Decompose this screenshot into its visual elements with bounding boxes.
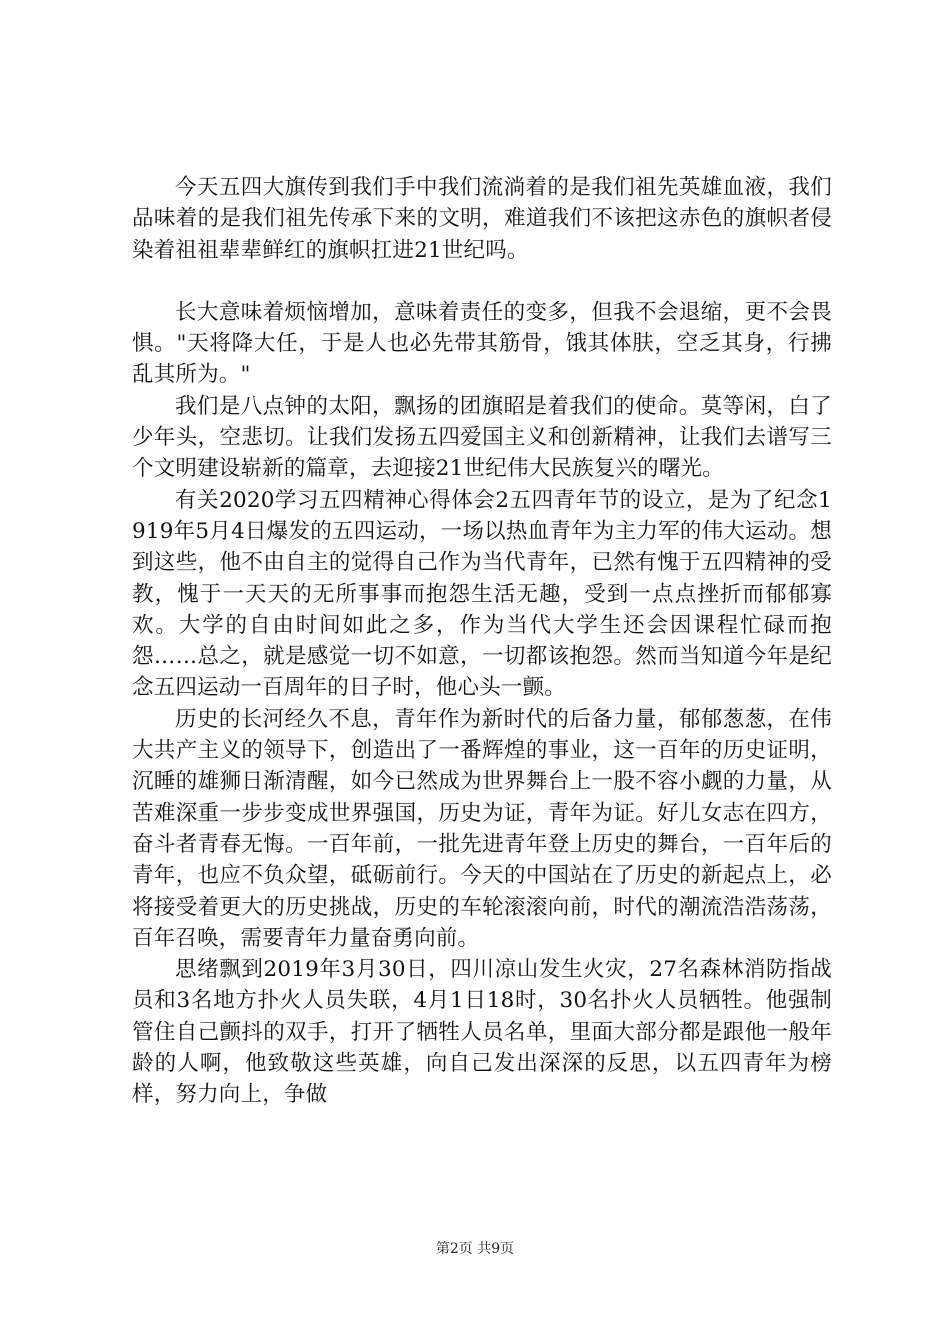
paragraph-2: 长大意味着烦恼增加，意味着责任的变多，但我不会退缩，更不会畏惧。"天将降大任，于是人也必先带其筋骨，饿其体肤，空乏其身，行拂乱其所为。" [132,299,832,388]
document-body [132,172,832,1111]
paragraph-5: 历史的长河经久不息，青年作为新时代的后备力量，郁郁葱葱，在伟大共产主义的领导下，创造出了一番辉煌的事业，这一百年的历史证明，沉睡的雄狮日渐清醒，如今已然成为世界舞台上一股不容小觑的力量，从苦难深重一步步变成世界强国，历史为证，青年为证。好儿女志在四方，奋斗者青春无悔。一百年前，一批先进青年登上历史的舞台，一百年后的青年，也应不负众望，砥砺前行。今天的中国站在了历史的新起点上，必将接受着更大的历史挑战，历史的车轮滚滚向前，时代的潮流浩浩荡荡，百年召唤，需要青年力量奋勇向前。 [132,706,832,951]
page-number-footer: 第2页 共9页 [435,1241,515,1257]
paragraph-6: 思绪飘到2019年3月30日，四川凉山发生火灾，27名森林消防指战员和3名地方扑火人员失联，4月1日18时，30名扑火人员牺牲。他强制管住自己颤抖的双手，打开了牺牲人员名单，里面大部分都是跟他一般年龄的人啊，他致敬这些英雄，向自己发出深深的反思，以五四青年为榜样，努力向上，争做 [132,957,832,1108]
paragraph-4: 有关2020学习五四精神心得体会2五四青年节的设立，是为了纪念1919年5月4日爆发的五四运动，一场以热血青年为主力军的伟大运动。想到这些，他不由自主的觉得自己作为当代青年，已然有愧于五四精神的受教，愧于一天天的无所事事而抱怨生活无趣，受到一点点挫折而郁郁寡欢。大学的自由时间如此之多，作为当代大学生还会因课程忙碌而抱怨……总之，就是感觉一切不如意，一切都该抱怨。然而当知道今年是纪念五四运动一百周年的日子时，他心头一颤。 [132,487,832,701]
paragraph-1: 今天五四大旗传到我们手中我们流淌着的是我们祖先英雄血液，我们品味着的是我们祖先传承下来的文明，难道我们不该把这赤色的旗帜者侵染着祖祖辈辈鲜红的旗帜扛进21世纪吗。 [132,175,832,263]
paragraph-3: 我们是八点钟的太阳，飘扬的团旗昭是着我们的使命。莫等闲，白了少年头，空悲切。让我们发扬五四爱国主义和创新精神，让我们去谱写三个文明建设崭新的篇章，去迎接21世纪伟大民族复兴的曙光。 [132,393,832,482]
